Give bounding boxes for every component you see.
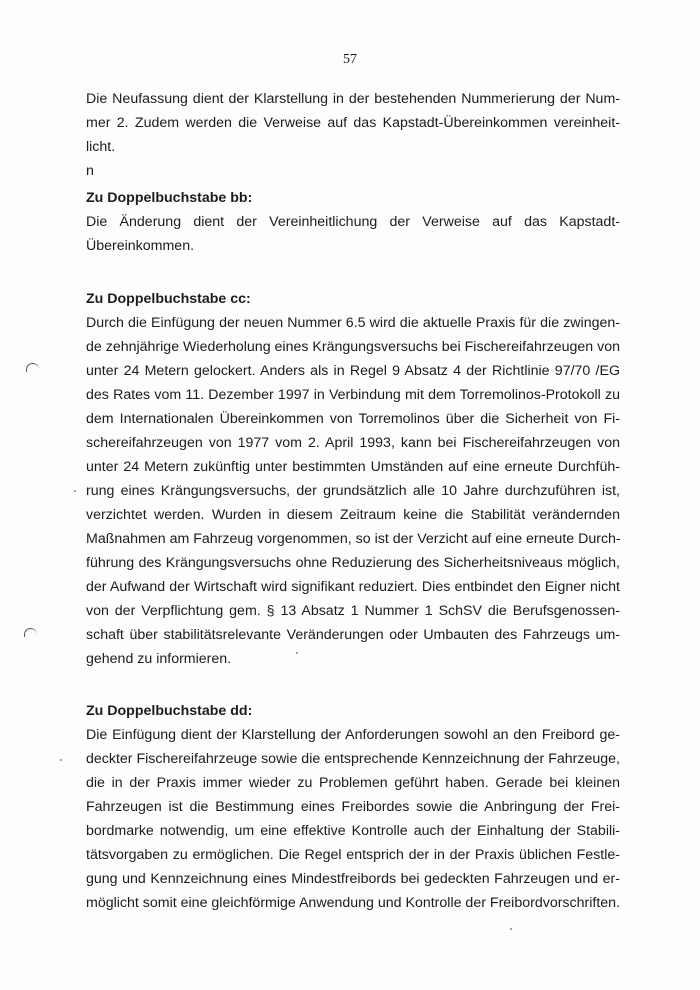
text-line: Die Einfügung dient der Klarstellung der Anforderungen sowohl an den Freibord ge- (86, 727, 620, 743)
text-line: von der Verpflichtung gem. § 13 Absatz 1 Nummer 1 SchSV die Berufsgenossen- (86, 603, 620, 619)
text-line: de zehnjährige Wiederholung eines Krängungsversuchs bei Fischereifahrzeugen von (86, 339, 620, 355)
text-line: rung eines Krängungsversuchs, der grundsätzlich alle 10 Jahre durchzuführen ist, (86, 483, 620, 499)
text-line: Die Änderung dient der Vereinheitlichung der Verweise auf das Kapstadt- (86, 214, 620, 230)
text-line: n (86, 163, 94, 179)
text-line: mer 2. Zudem werden die Verweise auf das Kapstadt-Übereinkommen vereinheit- (86, 115, 620, 131)
text-line: Maßnahmen am Fahrzeug vorgenommen, so ist der Verzicht auf eine erneute Durch- (86, 531, 621, 547)
text-line: verzichtet werden. Wurden in diesem Zeitraum keine die Stabilität verändernden (86, 507, 620, 523)
text-line: bordmarke notwendig, um eine effektive Kontrolle auch der Einhaltung der Stabili- (86, 823, 620, 839)
text-line: licht. (86, 139, 116, 155)
section-heading: Zu Doppelbuchstabe bb: (86, 190, 253, 206)
text-line: Übereinkommen. (86, 238, 195, 254)
text-line: der Aufwand der Wirtschaft wird signifikant reduziert. Dies entbindet den Eigner nicht (86, 579, 620, 595)
page-number: 57 (343, 52, 357, 67)
text-line: die in der Praxis immer wieder zu Problemen geführt haben. Gerade bei kleinen (86, 775, 620, 791)
section-heading: Zu Doppelbuchstabe cc: (86, 291, 251, 307)
section-heading: Zu Doppelbuchstabe dd: (86, 703, 253, 719)
text-line: unter 24 Metern gelockert. Anders als in Regel 9 Absatz 4 der Richtlinie 97/70 /EG (86, 363, 620, 379)
text-line: Durch die Einfügung der neuen Nummer 6.5 wird die aktuelle Praxis für die zwingen- (86, 315, 620, 331)
text-line: schaft über stabilitätsrelevante Veränderungen oder Umbauten des Fahrzeugs um- (86, 627, 620, 643)
text-line: schereifahrzeugen von 1977 vom 2. April 1993, kann bei Fischereifahrzeugen von (86, 435, 620, 451)
text-line: dem Internationalen Übereinkommen von Torremolinos über die Sicherheit von Fi- (86, 411, 620, 427)
text-line: Die Neufassung dient der Klarstellung in der bestehenden Nummerierung der Num- (86, 91, 620, 107)
text-line: führung des Krängungsversuchs ohne Reduzierung des Sicherheitsniveaus möglich, (86, 555, 620, 571)
text-line: gung und Kennzeichnung eines Mindestfreibords bei gedeckten Fahrzeugen und er- (86, 871, 620, 887)
punch-hole-mark-lower (24, 628, 37, 637)
text-line: des Rates vom 11. Dezember 1997 in Verbindung mit dem Torremolinos-Protokoll zu (86, 387, 620, 403)
scan-speck (510, 928, 512, 930)
text-line: deckter Fischereifahrzeuge sowie die entsprechende Kennzeichnung der Fahrzeuge, (86, 751, 620, 767)
scan-speck (296, 652, 298, 654)
scan-speck (60, 759, 62, 761)
text-line: gehend zu informieren. (86, 651, 232, 667)
text-line: möglicht somit eine gleichförmige Anwendung und Kontrolle der Freibordvorschriften. (86, 895, 620, 911)
scan-speck (74, 490, 76, 492)
text-line: tätsvorgaben zu ermöglichen. Die Regel entsprich der in der Praxis üblichen Festle- (86, 847, 620, 863)
text-line: unter 24 Metern zukünftig unter bestimmten Umständen auf eine erneute Durchfüh- (86, 459, 620, 475)
punch-hole-mark-upper (26, 363, 39, 372)
text-line: Fahrzeugen ist die Bestimmung eines Freibordes sowie die Anbringung der Frei- (86, 799, 620, 815)
